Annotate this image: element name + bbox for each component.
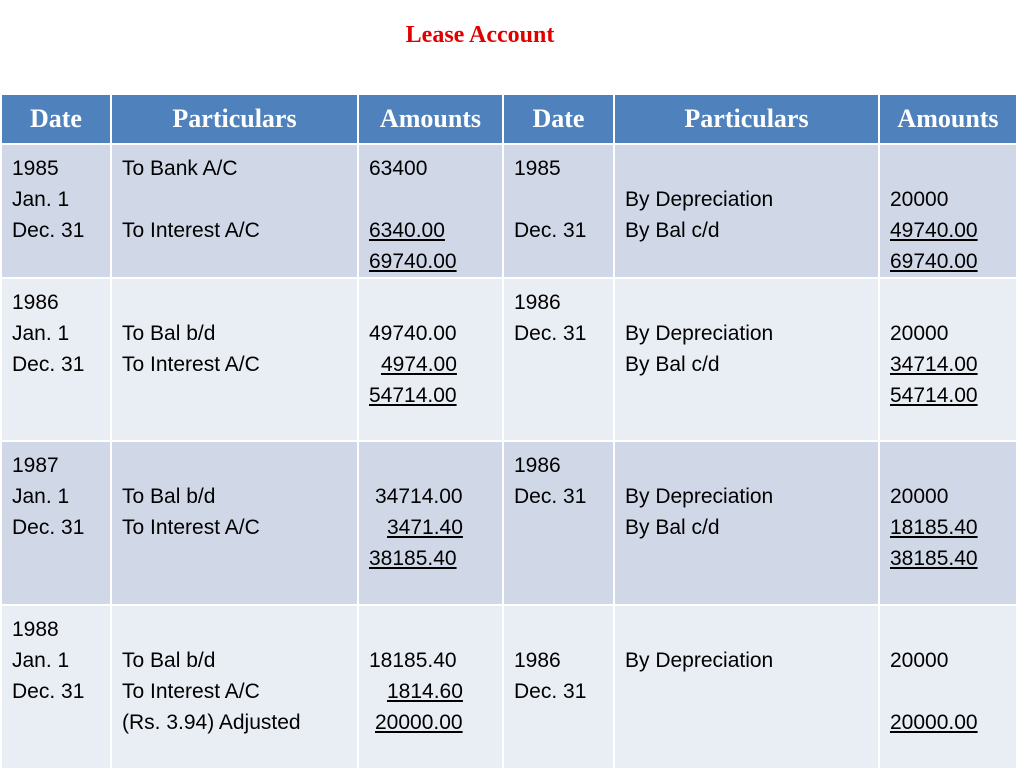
particulars-text: To Bal b/d	[122, 485, 216, 508]
date-text: Jan. 1	[12, 649, 70, 672]
amount-total: 38185.40	[890, 547, 978, 570]
particulars-text: By Bal c/d	[625, 353, 720, 376]
particulars-text: By Depreciation	[625, 485, 774, 508]
debit-date-cell	[1, 605, 111, 769]
amount-text: 18185.40	[369, 649, 457, 672]
particulars-text	[625, 287, 878, 318]
date-text: Dec. 31	[12, 680, 85, 703]
particulars-text	[625, 153, 878, 184]
amount-text	[369, 450, 502, 481]
particulars-text: By Depreciation	[625, 188, 774, 211]
date-text	[514, 184, 613, 215]
date-text: Dec. 31	[514, 322, 587, 345]
amount-text	[890, 614, 1016, 645]
amount-text: 20000	[890, 322, 949, 345]
amount-total: 20000.00	[890, 711, 978, 734]
credit-date-cell	[503, 278, 614, 441]
credit-amounts-cell	[879, 441, 1017, 605]
date-text: Dec. 31	[514, 219, 587, 242]
date-text: 1986	[514, 291, 561, 314]
header-date-credit: Date	[503, 94, 614, 144]
debit-amounts-cell	[358, 144, 503, 278]
date-text	[514, 349, 613, 380]
debit-date-cell	[1, 441, 111, 605]
particulars-text	[122, 450, 357, 481]
particulars-text	[122, 287, 357, 318]
credit-particulars-cell	[614, 144, 879, 278]
debit-amounts-cell	[358, 278, 503, 441]
debit-particulars-cell	[111, 278, 358, 441]
date-text: Jan. 1	[12, 322, 70, 345]
amount-text: 20000	[890, 188, 949, 211]
amount-text	[890, 676, 1016, 707]
amount-text	[369, 184, 502, 215]
header-date-debit: Date	[1, 94, 111, 144]
table-row	[1, 441, 1017, 605]
particulars-text: By Bal c/d	[625, 516, 720, 539]
particulars-text: By Depreciation	[625, 322, 774, 345]
amount-text: 34714.00	[890, 353, 978, 376]
date-text: 1986	[514, 649, 561, 672]
particulars-text	[625, 450, 878, 481]
particulars-text: To Interest A/C	[122, 219, 260, 242]
particulars-text: To Interest A/C	[122, 516, 260, 539]
particulars-text	[625, 614, 878, 645]
particulars-text: (Rs. 3.94) Adjusted	[122, 711, 301, 734]
lease-account-table	[0, 93, 1018, 770]
date-text: Dec. 31	[12, 219, 85, 242]
date-text: 1986	[12, 291, 59, 314]
particulars-text: By Bal c/d	[625, 219, 720, 242]
amount-text	[369, 287, 502, 318]
table-row	[1, 278, 1017, 441]
credit-particulars-cell	[614, 605, 879, 769]
credit-date-cell	[503, 441, 614, 605]
date-text: 1987	[12, 454, 59, 477]
particulars-text: To Interest A/C	[122, 353, 260, 376]
date-text: 1985	[12, 157, 59, 180]
amount-text: 20000	[890, 485, 949, 508]
debit-particulars-cell	[111, 144, 358, 278]
particulars-text: By Depreciation	[625, 649, 774, 672]
date-text: 1985	[514, 157, 561, 180]
date-text: Dec. 31	[12, 516, 85, 539]
header-amounts-credit: Amounts	[879, 94, 1017, 144]
amount-total: 69740.00	[369, 250, 457, 273]
amount-text: 6340.00	[369, 219, 445, 242]
amount-text: 49740.00	[890, 219, 978, 242]
debit-particulars-cell	[111, 441, 358, 605]
credit-particulars-cell	[614, 441, 879, 605]
amount-text: 20000	[890, 649, 949, 672]
table-row	[1, 144, 1017, 278]
date-text: 1986	[514, 454, 561, 477]
amount-text: 34714.00	[375, 485, 463, 508]
amount-text	[369, 614, 502, 645]
amount-total: 69740.00	[890, 250, 978, 273]
header-particulars-debit: Particulars	[111, 94, 358, 144]
particulars-text: To Bank A/C	[122, 157, 238, 180]
particulars-text: To Bal b/d	[122, 649, 216, 672]
debit-date-cell	[1, 144, 111, 278]
date-text	[514, 512, 613, 543]
debit-amounts-cell	[358, 441, 503, 605]
credit-date-cell	[503, 605, 614, 769]
date-text: Jan. 1	[12, 188, 70, 211]
particulars-text	[122, 184, 357, 215]
credit-amounts-cell	[879, 278, 1017, 441]
page-title: Lease Account	[405, 22, 555, 48]
amount-text	[890, 450, 1016, 481]
table-header-row	[1, 94, 1017, 144]
date-text: Dec. 31	[12, 353, 85, 376]
date-text: 1988	[12, 618, 59, 641]
credit-amounts-cell	[879, 144, 1017, 278]
table-row	[1, 605, 1017, 769]
particulars-text: To Interest A/C	[122, 680, 260, 703]
header-amounts-debit: Amounts	[358, 94, 503, 144]
header-particulars-credit: Particulars	[614, 94, 879, 144]
amount-text: 3471.40	[387, 516, 463, 539]
amount-total: 54714.00	[369, 384, 457, 407]
amount-text: 1814.60	[387, 680, 463, 703]
debit-particulars-cell	[111, 605, 358, 769]
amount-total: 54714.00	[890, 384, 978, 407]
particulars-text: To Bal b/d	[122, 322, 216, 345]
amount-text: 4974.00	[381, 353, 457, 376]
date-text	[514, 614, 613, 645]
amount-total: 20000.00	[375, 711, 463, 734]
amount-text	[890, 287, 1016, 318]
amount-total: 38185.40	[369, 547, 457, 570]
amount-text	[890, 153, 1016, 184]
particulars-text	[122, 614, 357, 645]
credit-particulars-cell	[614, 278, 879, 441]
amount-text: 49740.00	[369, 322, 457, 345]
date-text: Dec. 31	[514, 485, 587, 508]
credit-date-cell	[503, 144, 614, 278]
credit-amounts-cell	[879, 605, 1017, 769]
amount-text: 18185.40	[890, 516, 978, 539]
debit-date-cell	[1, 278, 111, 441]
debit-amounts-cell	[358, 605, 503, 769]
date-text: Dec. 31	[514, 680, 587, 703]
date-text: Jan. 1	[12, 485, 70, 508]
amount-text: 63400	[369, 157, 428, 180]
